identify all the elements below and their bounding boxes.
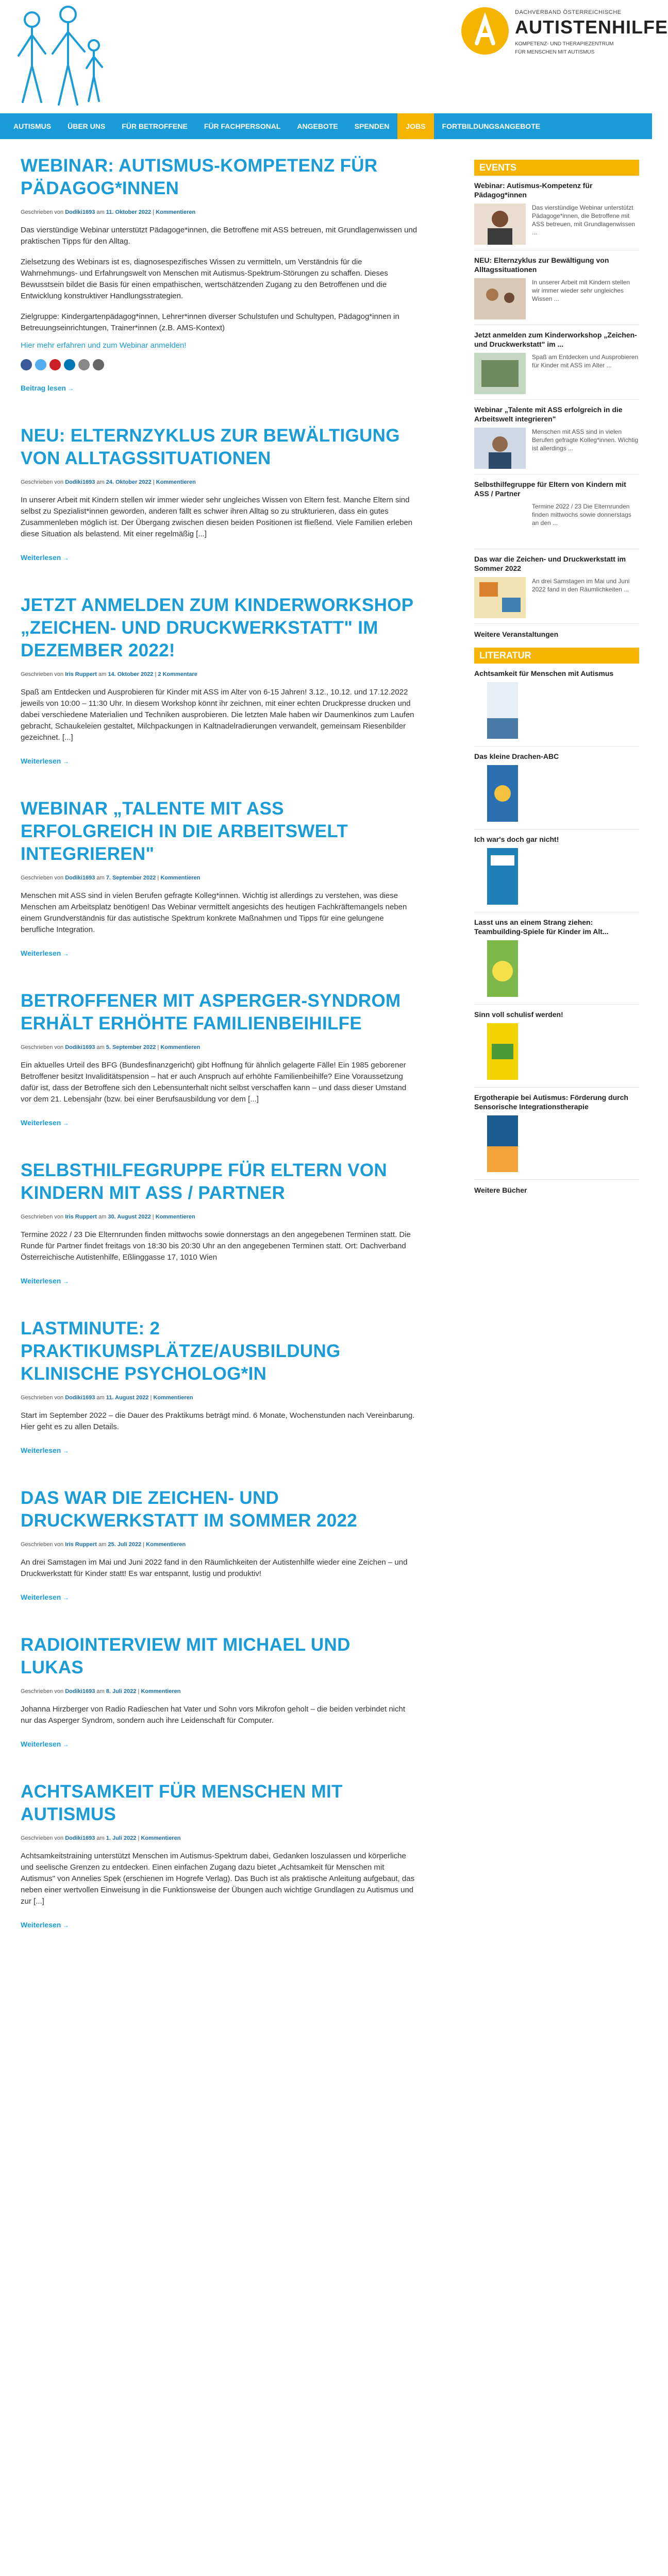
post-date[interactable]: 11. Oktober 2022 xyxy=(106,209,152,215)
post-paragraph: Menschen mit ASS sind in vielen Berufen gefragte Kolleg*innen. Wichtig ist allerdings zu verstehen, was diese Menschen am Arbeitsplatz benötigen! Das Webinar vermittelt angesichts des heutigen Fachkräftemangels neben einem Grundverständnis für das autistische Spektrum konkrete Maßnahmen und Tipps für eine gelungene berufliche Integration. xyxy=(21,891,407,934)
event-thumbnail-empty xyxy=(474,502,526,544)
read-more-link[interactable]: Weiterlesen → xyxy=(21,1118,69,1127)
post xyxy=(21,1317,417,1455)
post-paragraph: Ein aktuelles Urteil des BFG (Bundesfinanzgericht) gibt Hoffnung für ähnlich gelagerte Fälle! Ein 1985 geborener Betroffener besitzt Invaliditätspension – hat er auch Anspruch auf erhöhte Familienbeihilfe? Eine Voraussetzung dafür ist, dass der Betroffene sich den Lebensunterhalt nicht selbst verschaffen kann – und dass dieser Umstand vor dem 21. Lebensjahr (bzw. bei einer Berufsausbildung vor dem [...] xyxy=(21,1061,407,1104)
post-paragraph: In unserer Arbeit mit Kindern stellen wir immer wieder sehr ungleiches Wissen von Eltern fest. Manche Eltern sind selbst zu Spezialist*innen geworden, anderen fällt es schwer ihren Alltag so zu strukturieren, dass ein gutes Zusammenleben möglich ist. Der Übergang zwischen diesen beiden Positionen ist fließend. Viele Familien erleben diese Situation als belastend. Mit einer regelmäßig [...] xyxy=(21,496,413,538)
post xyxy=(21,1781,417,1929)
post-title[interactable]: ACHTSAMKEIT FÜR MENSCHEN MIT AUTISMUS xyxy=(21,1782,343,1824)
post-meta: Geschrieben von Iris Ruppert am 30. August 2022 | Kommentieren xyxy=(21,1214,195,1220)
post-comments[interactable]: Kommentieren xyxy=(146,1541,186,1548)
post-meta: Geschrieben von Dodiki1693 am 8. Juli 2022 | Kommentieren xyxy=(21,1688,181,1694)
read-more-link[interactable]: Weiterlesen → xyxy=(21,1740,69,1748)
post-date[interactable]: 1. Juli 2022 xyxy=(106,1835,137,1841)
post-date[interactable]: 25. Juli 2022 xyxy=(108,1541,142,1548)
read-more-link[interactable]: Weiterlesen → xyxy=(21,949,69,957)
book-cover xyxy=(474,765,531,822)
read-more-link[interactable]: Weiterlesen → xyxy=(21,1446,69,1454)
post-meta: Geschrieben von Iris Ruppert am 25. Juli 2022 | Kommentieren xyxy=(21,1541,186,1548)
book-item[interactable]: Ich war's doch gar nicht! xyxy=(474,829,639,912)
post-paragraph: Zielsetzung des Webinars ist es, diagnosespezifisches Wissen zu vermitteln, um Verständnis für die Wahrnehmungs- und Erfahrungswelt von Menschen mit Autismus-Spektrum-Störungen zu schaffen. Dieses Bewusstsein bildet die Basis für einen empathischen, wertschätzenden Zugang zu den Betroffenen und die Entwicklung konstruktiver Handlungsstrategien. xyxy=(21,258,388,300)
post-title[interactable]: RADIOINTERVIEW MIT MICHAEL UND LUKAS xyxy=(21,1635,350,1677)
site-header xyxy=(0,0,668,108)
read-more-link[interactable]: Weiterlesen → xyxy=(21,1921,69,1929)
post-paragraph: Zielgruppe: Kindergartenpädagog*innen, Lehrer*innen diverser Schulstufen und Schultypen, Pädagog*innen in Betreuungseinrichtungen, Trainer*innen (z.B. AMS-Kontext) xyxy=(21,312,399,332)
read-more-link[interactable]: Weiterlesen → xyxy=(21,757,69,765)
book-cover xyxy=(474,940,531,997)
main-navigation xyxy=(0,113,652,139)
post-date[interactable]: 7. September 2022 xyxy=(106,875,156,881)
post-meta: Geschrieben von Dodiki1693 am 7. September 2022 | Kommentieren xyxy=(21,875,201,881)
post-title[interactable]: SELBSTHILFEGRUPPE FÜR ELTERN VON KINDERN MIT ASS / PARTNER xyxy=(21,1160,387,1203)
event-item[interactable]: Jetzt anmelden zum Kinderworkshop „Zeichen- und Druckwerkstatt" im ... Spaß am Entdecken und Ausprobieren für Kinder mit ASS im Alter ... xyxy=(474,325,639,400)
read-more-link[interactable]: Weiterlesen → xyxy=(21,1593,69,1601)
post-comments[interactable]: Kommentieren xyxy=(156,209,196,215)
more-books-link[interactable]: Weitere Bücher xyxy=(474,1186,527,1194)
post-list xyxy=(21,155,417,1961)
post-author[interactable]: Iris Ruppert xyxy=(65,1214,97,1220)
post-date[interactable]: 30. August 2022 xyxy=(108,1214,151,1220)
post-author[interactable]: Dodiki1693 xyxy=(65,1688,95,1694)
pinterest-icon[interactable] xyxy=(49,359,61,370)
book-cover xyxy=(474,1023,531,1080)
post-paragraph: Johanna Hirzberger von Radio Radieschen hat Vater und Sohn vors Mikrofon geholt – die beiden verbindet nicht nur das Asperger Syndrom, sondern auch ihre Leidenschaft für Computer. xyxy=(21,1705,406,1725)
post-title[interactable]: WEBINAR: AUTISMUS-KOMPETENZ FÜR PÄDAGOG*INNEN xyxy=(21,156,378,198)
post-date[interactable]: 24. Oktober 2022 xyxy=(106,479,152,485)
post-author[interactable]: Dodiki1693 xyxy=(65,875,95,881)
post xyxy=(21,1487,417,1602)
event-item[interactable]: Webinar: Autismus-Kompetenz für Pädagog*innen Das vierstündige Webinar unterstützt Pädagoge*innen, die Betroffene mit ASS betreuen, mit Grundlagenwissen ... xyxy=(474,176,639,250)
event-item[interactable]: NEU: Elternzyklus zur Bewältigung von Alltagssituationen In unserer Arbeit mit Kindern stellen wir immer wieder sehr ungleiches Wissen ... xyxy=(474,250,639,325)
post xyxy=(21,594,417,766)
post-title[interactable]: BETROFFENER MIT ASPERGER-SYNDROM ERHÄLT ERHÖHTE FAMILIENBEIHILFE xyxy=(21,991,401,1033)
post-comments[interactable]: Kommentieren xyxy=(141,1835,181,1841)
post-comments[interactable]: Kommentieren xyxy=(141,1688,181,1694)
nav-fortbildungsangebote[interactable]: FORTBILDUNGSANGEBOTE xyxy=(442,122,541,130)
post-meta: Geschrieben von Dodiki1693 am 5. September 2022 | Kommentieren xyxy=(21,1044,201,1050)
event-thumbnail xyxy=(474,577,526,618)
post xyxy=(21,1634,417,1749)
book-item[interactable]: Das kleine Drachen-ABC xyxy=(474,747,639,829)
post-title[interactable]: DAS WAR DIE ZEICHEN- UND DRUCKWERKSTATT IM SOMMER 2022 xyxy=(21,1488,357,1531)
facebook-icon[interactable] xyxy=(21,359,32,370)
post-author[interactable]: Dodiki1693 xyxy=(65,1044,95,1050)
event-item[interactable]: Das war die Zeichen- und Druckwerkstatt im Sommer 2022 An drei Samstagen im Mai und Juni 2022 fand in den Räumlichkeiten ... xyxy=(474,549,639,624)
mail-icon[interactable] xyxy=(78,359,90,370)
post-paragraph: Start im September 2022 – die Dauer des Praktikums beträgt mind. 6 Monate, Wochenstunden nach Vereinbarung. Hier geht es zu allen Details. xyxy=(21,1411,415,1431)
brand-tagline-1: KOMPETENZ- UND THERAPIEZENTRUM xyxy=(515,41,614,47)
site-logo[interactable] xyxy=(461,7,668,59)
post-comments[interactable]: Kommentieren xyxy=(160,1044,201,1050)
book-item[interactable]: Lasst uns an einem Strang ziehen: Teambuilding-Spiele für Kinder im Alt... xyxy=(474,912,639,1005)
post-author[interactable]: Iris Ruppert xyxy=(65,671,97,677)
linkedin-icon[interactable] xyxy=(64,359,75,370)
nav-jobs[interactable]: JOBS xyxy=(397,113,433,139)
post xyxy=(21,990,417,1127)
post-paragraph: Das vierstündige Webinar unterstützt Pädagoge*innen, die Betroffene mit ASS betreuen, mit Grundlagenwissen und praktischen Tipps für den Alltag. xyxy=(21,226,417,246)
post-title[interactable]: JETZT ANMELDEN ZUM KINDERWORKSHOP „ZEICHEN- UND DRUCKWERKSTATT" IM DEZEMBER 2022! xyxy=(21,595,413,660)
post-title[interactable]: NEU: ELTERNZYKLUS ZUR BEWÄLTIGUNG VON ALLTAGSSITUATIONEN xyxy=(21,426,400,468)
event-thumbnail xyxy=(474,353,526,394)
post-title[interactable]: LASTMINUTE: 2 PRAKTIKUMSPLÄTZE/AUSBILDUNG KLINISCHE PSYCHOLOG*IN xyxy=(21,1318,341,1384)
event-thumbnail xyxy=(474,428,526,469)
post-author[interactable]: Dodiki1693 xyxy=(65,209,95,215)
nav-fuer-betroffene[interactable]: FÜR BETROFFENE xyxy=(122,122,188,130)
brand-line-small: DACHVERBAND ÖSTERREICHISCHE xyxy=(515,9,622,15)
post-comments[interactable]: Kommentieren xyxy=(153,1395,193,1401)
literature-heading: LITERATUR xyxy=(474,648,639,664)
post-date[interactable]: 8. Juli 2022 xyxy=(106,1688,137,1694)
post-paragraph: Termine 2022 / 23 Die Elternrunden finden mittwochs sowie donnerstags an den angegebenen Terminen statt. Die Runde für Partner findet freitags von 18:30 bis 20:30 Uhr an den angegebenen Terminen statt. Ort: Dachverband Österreichische Autistenhilfe, Eßlinggasse 17, 1010 Wien xyxy=(21,1230,411,1262)
post-author[interactable]: Dodiki1693 xyxy=(65,1835,95,1841)
event-item[interactable]: Webinar „Talente mit ASS erfolgreich in die Arbeitswelt integrieren" Menschen mit ASS sind in vielen Berufen gefragte Kolleg*innen. Wichtig ist allerdings ... xyxy=(474,400,639,474)
event-thumbnail xyxy=(474,278,526,319)
post-meta: Geschrieben von Dodiki1693 am 11. August 2022 | Kommentieren xyxy=(21,1395,193,1401)
post-comments[interactable]: Kommentieren xyxy=(156,479,196,485)
event-thumbnail xyxy=(474,204,526,245)
share-bar xyxy=(21,359,417,370)
read-more-link[interactable]: Weiterlesen → xyxy=(21,1277,69,1285)
print-icon[interactable] xyxy=(93,359,104,370)
post-author[interactable]: Iris Ruppert xyxy=(65,1541,97,1548)
post-paragraph: An drei Samstagen im Mai und Juni 2022 fand in den Räumlichkeiten der Autistenhilfe wieder eine Zeichen – und Druckwerkstatt für Kinder statt! Es war entspannt, lustig und produktiv! xyxy=(21,1558,408,1578)
nav-fuer-fachpersonal[interactable]: FÜR FACHPERSONAL xyxy=(204,122,281,130)
book-item[interactable]: Ergotherapie bei Autismus: Förderung durch Sensorische Integrationstherapie xyxy=(474,1088,639,1180)
book-cover xyxy=(474,682,531,739)
event-item[interactable]: Selbsthilfegruppe für Eltern von Kindern mit ASS / Partner Termine 2022 / 23 Die Elternrunden finden mittwochs sowie donnerstags an den ... xyxy=(474,474,639,549)
book-item[interactable]: Achtsamkeit für Menschen mit Autismus xyxy=(474,664,639,747)
post-paragraph: Spaß am Entdecken und Ausprobieren für Kinder mit ASS im Alter von 6-15 Jahren! 3.12., 10.12. und 17.12.2022 jeweils von 10:00 – 11:30 Uhr. In diesem Workshop könnt ihr zeichnen, mit einer echten Druckpresse drucken und dabei verschiedene Materialien und Techniken ausprobieren. Die letzten Male haben wir Daumenkinos zum Laufen gebracht, Schaukeleien gestaltet, Milchpackungen in Kaltnadelradierungen verwandelt, gemeinsam Riesenbilder gezeichnet. [...] xyxy=(21,688,414,742)
post-paragraph: Achtsamkeitstraining unterstützt Menschen im Autismus-Spektrum dabei, Gedanken loszulassen und körperliche und seelische Grenzen zu entdecken. Einen einfachen Zugang dazu bietet „Achtsamkeit für Menschen mit Autismus" von Annelies Spek (erschienen im Hogrefe Verlag). Das Buch ist als praktische Anleitung aufgebaut, das neben einer wertvollen Einweisung in die Funktionsweise der Übungen auch wichtige Grundlagen zu Autismus und zur [...] xyxy=(21,1852,415,1906)
nav-spenden[interactable]: SPENDEN xyxy=(354,122,390,130)
brand-name: AUTISTENHILFE xyxy=(515,16,668,38)
twitter-icon[interactable] xyxy=(35,359,46,370)
read-more-link[interactable]: Weiterlesen → xyxy=(21,553,69,562)
nav-autismus[interactable]: AUTISMUS xyxy=(13,122,52,130)
post-title[interactable]: WEBINAR „TALENTE MIT ASS ERFOLGREICH IN DIE ARBEITSWELT INTEGRIEREN" xyxy=(21,799,348,864)
post-meta: Geschrieben von Dodiki1693 am 24. Oktober 2022 | Kommentieren xyxy=(21,479,196,485)
post xyxy=(21,425,417,562)
post xyxy=(21,798,417,958)
book-item[interactable]: Sinn voll schulisf werden! xyxy=(474,1005,639,1088)
brand-tagline-2: FÜR MENSCHEN MIT AUTISMUS xyxy=(515,49,595,55)
more-events-link[interactable]: Weitere Veranstaltungen xyxy=(474,630,559,638)
post-author[interactable]: Dodiki1693 xyxy=(65,479,95,485)
post-meta: Geschrieben von Dodiki1693 am 1. Juli 2022 | Kommentieren xyxy=(21,1835,181,1841)
post-comments[interactable]: Kommentieren xyxy=(155,1214,195,1220)
sidebar xyxy=(474,160,639,1204)
book-cover xyxy=(474,848,531,905)
book-cover xyxy=(474,1115,531,1172)
post-author[interactable]: Dodiki1693 xyxy=(65,1395,95,1401)
post xyxy=(21,155,417,393)
events-heading: EVENTS xyxy=(474,160,639,176)
post-comments[interactable]: Kommentieren xyxy=(160,875,201,881)
family-figures-illustration xyxy=(11,4,109,107)
read-more-link[interactable]: Beitrag lesen → xyxy=(21,384,74,392)
post-meta: Geschrieben von Iris Ruppert am 14. Oktober 2022 | 2 Kommentare xyxy=(21,671,197,677)
post xyxy=(21,1159,417,1285)
nav-angebote[interactable]: ANGEBOTE xyxy=(297,122,338,130)
post-date[interactable]: 5. September 2022 xyxy=(106,1044,156,1050)
post-comments[interactable]: 2 Kommentare xyxy=(158,671,197,677)
post-date[interactable]: 14. Oktober 2022 xyxy=(108,671,154,677)
nav-ueber-uns[interactable]: ÜBER UNS xyxy=(68,122,106,130)
post-date[interactable]: 11. August 2022 xyxy=(106,1395,149,1401)
logo-mark-icon xyxy=(461,7,509,55)
webinar-signup-link[interactable]: Hier mehr erfahren und zum Webinar anmelden! xyxy=(21,341,187,350)
post-meta: Geschrieben von Dodiki1693 am 11. Oktober 2022 | Kommentieren xyxy=(21,209,196,215)
